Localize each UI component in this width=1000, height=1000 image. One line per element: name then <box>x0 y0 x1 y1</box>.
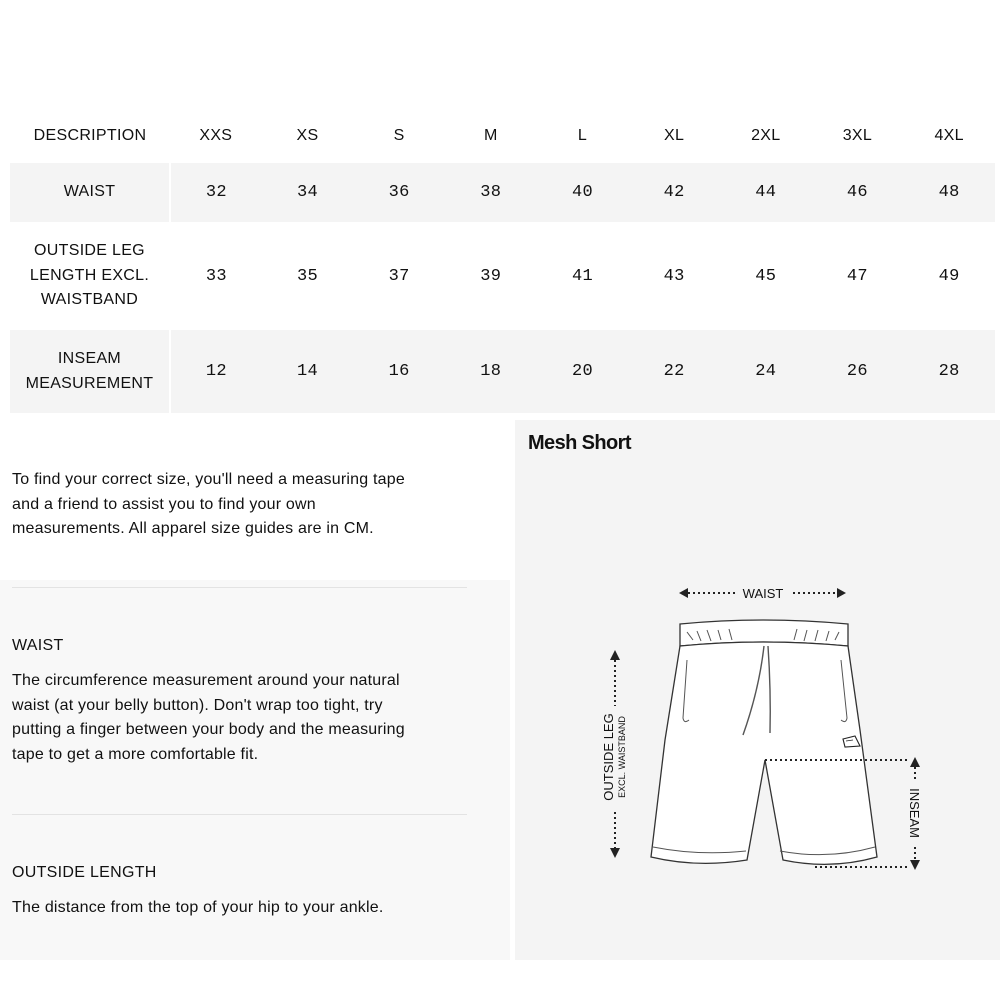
section-heading-outside-length: OUTSIDE LENGTH <box>12 864 157 881</box>
table-cell: 18 <box>445 330 537 413</box>
table-row-outside-leg <box>10 222 995 330</box>
size-guide-text <box>0 415 510 960</box>
table-cell: 35 <box>296 266 318 286</box>
row-label-waist <box>10 163 170 222</box>
header-size-xs: XS <box>296 126 319 144</box>
arrowhead-down-icon <box>610 848 620 858</box>
outside-length-description <box>12 896 472 921</box>
row-label-line: OUTSIDE LEG <box>34 242 145 260</box>
row-label-line: INSEAM <box>57 350 122 367</box>
table-row-waist <box>10 163 995 222</box>
header-size-xl: XL <box>664 126 685 144</box>
table-cell: 32 <box>170 163 262 222</box>
text-line: measurements. All apparel size guides are in CM. <box>12 520 374 537</box>
shorts-illustration <box>651 620 877 864</box>
table-cell: 43 <box>663 266 685 286</box>
text-line: putting a finger between your body and the measuring <box>12 721 405 738</box>
text-line: and a friend to assist you to find your own <box>12 495 316 513</box>
shorts-diagram <box>515 420 1000 960</box>
product-title: Mesh Short <box>528 432 631 454</box>
table-cell: 49 <box>938 266 960 286</box>
table-cell: 28 <box>903 330 995 413</box>
arrowhead-down-icon <box>910 860 920 870</box>
table-cell: 34 <box>262 163 354 222</box>
text-line: The distance from the top of your hip to your ankle. <box>12 899 384 916</box>
table-cell: 36 <box>353 163 445 222</box>
header-size-l: L <box>577 126 588 144</box>
table-cell: 40 <box>537 163 629 222</box>
row-label-outside-leg <box>10 222 170 330</box>
table-cell: 26 <box>812 330 904 413</box>
inseam-label: INSEAM <box>907 788 922 838</box>
header-description: DESCRIPTION <box>33 126 147 144</box>
table-cell: 39 <box>480 266 502 286</box>
table-cell: 46 <box>812 163 904 222</box>
table-cell: 24 <box>720 330 812 413</box>
arrowhead-up-icon <box>910 757 920 767</box>
outside-leg-label: OUTSIDE LEG <box>601 713 616 801</box>
table-cell: 47 <box>846 266 868 286</box>
table-cell: 12 <box>170 330 262 413</box>
text-line: tape to get a more comfortable fit. <box>12 745 259 763</box>
row-label-line: WAISTBAND <box>40 291 139 309</box>
header-size-3xl: 3XL <box>842 126 873 144</box>
intro-paragraph <box>12 468 472 542</box>
shorts-body <box>651 642 877 864</box>
table-cell: 20 <box>537 330 629 413</box>
excl-waistband-label: EXCL. WAISTBAND <box>617 716 627 798</box>
row-label-line: WAIST <box>63 183 116 201</box>
header-size-s: S <box>393 126 405 144</box>
arrowhead-up-icon <box>610 650 620 660</box>
header-size-4xl: 4XL <box>934 126 964 144</box>
outside-leg-measure <box>601 650 627 858</box>
table-cell: 42 <box>628 163 720 222</box>
table-cell: 48 <box>903 163 995 222</box>
table-cell: 37 <box>388 266 410 286</box>
table-cell: 45 <box>755 266 777 286</box>
text-line: waist (at your belly button). Don't wrap too tight, try <box>12 696 383 714</box>
row-label-line: LENGTH EXCL. <box>29 266 150 284</box>
table-cell: 14 <box>262 330 354 413</box>
diagram-panel <box>515 420 1000 960</box>
text-line: The circumference measurement around your natural <box>12 672 400 689</box>
divider <box>12 587 467 588</box>
table-header-row <box>10 108 995 163</box>
text-line: To find your correct size, you'll need a measuring tape <box>12 471 405 488</box>
arrowhead-right-icon <box>837 588 846 598</box>
size-table <box>10 108 995 413</box>
table-cell: 22 <box>628 330 720 413</box>
table-cell: 16 <box>353 330 445 413</box>
waist-label: WAIST <box>742 586 784 601</box>
header-size-2xl: 2XL <box>751 126 781 144</box>
arrowhead-left-icon <box>679 588 688 598</box>
header-size-xxs: XXS <box>199 126 233 144</box>
table-cell: 44 <box>720 163 812 222</box>
table-cell: 38 <box>445 163 537 222</box>
divider <box>12 814 467 815</box>
table-cell: 33 <box>205 266 227 286</box>
waist-description <box>12 669 472 767</box>
header-size-m: M <box>483 126 498 144</box>
row-label-line: MEASUREMENT <box>25 374 154 392</box>
row-label-inseam <box>10 330 170 413</box>
section-heading-waist: WAIST <box>12 637 64 654</box>
table-row-inseam <box>10 330 995 413</box>
table-cell: 41 <box>571 266 593 286</box>
waist-measure <box>679 586 846 601</box>
